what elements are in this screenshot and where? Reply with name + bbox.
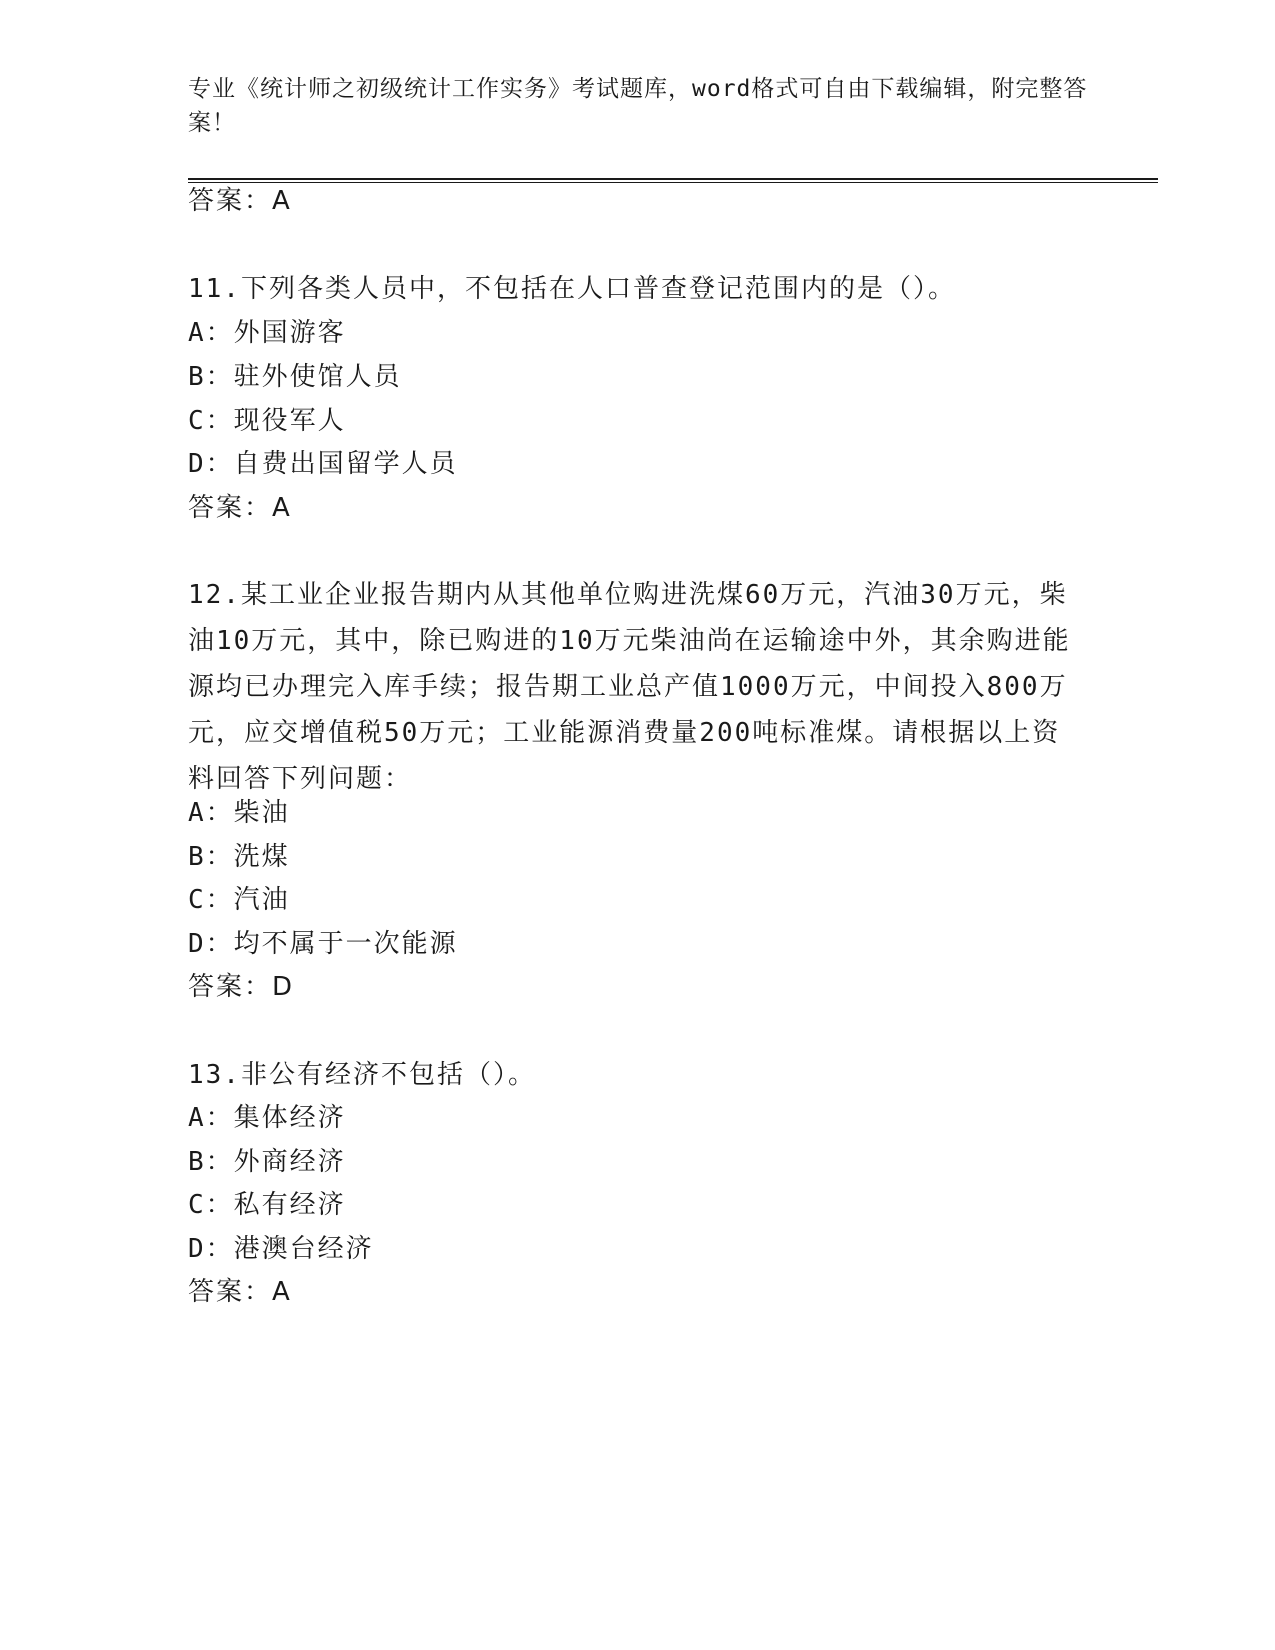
question-11-answer: 答案：A <box>188 493 292 523</box>
question-13-option-b: B：外商经济 <box>188 1147 346 1177</box>
question-12-option-a: A：柴油 <box>188 798 290 828</box>
question-11-option-c: C：现役军人 <box>188 406 346 436</box>
question-13-answer: 答案：A <box>188 1277 292 1307</box>
answer-line: 答案：A <box>188 186 292 216</box>
question-13-stem: 13.非公有经济不包括（）。 <box>188 1060 536 1090</box>
header-divider <box>188 178 1158 183</box>
question-11-option-a: A：外国游客 <box>188 318 346 348</box>
question-13-option-a: A：集体经济 <box>188 1103 346 1133</box>
question-13-option-d: D：港澳台经济 <box>188 1234 374 1264</box>
document-header: 专业《统计师之初级统计工作实务》考试题库，word格式可自由下载编辑，附完整答案！ <box>188 76 1088 136</box>
document-page <box>188 0 1158 1650</box>
question-13-option-c: C：私有经济 <box>188 1190 346 1220</box>
question-12-option-b: B：洗煤 <box>188 842 290 872</box>
question-12-stem: 12.某工业企业报告期内从其他单位购进洗煤60万元，汽油30万元，柴油10万元，其中，除已购进的10万元柴油尚在运输途中外，其余购进能源均已办理完入库手续；报告期工业总产值1000万元，中间投入800万元，应交增值税50万元；工业能源消费量200吨标准煤。请根据以上资料回答下列问题： <box>188 580 1071 794</box>
question-12-option-d: D：均不属于一次能源 <box>188 929 458 959</box>
question-11-option-b: B：驻外使馆人员 <box>188 362 402 392</box>
question-12-option-c: C：汽油 <box>188 885 290 915</box>
question-12-answer: 答案：D <box>188 972 295 1002</box>
question-11-stem: 11.下列各类人员中，不包括在人口普查登记范围内的是（）。 <box>188 274 956 304</box>
question-11-option-d: D：自费出国留学人员 <box>188 449 458 479</box>
